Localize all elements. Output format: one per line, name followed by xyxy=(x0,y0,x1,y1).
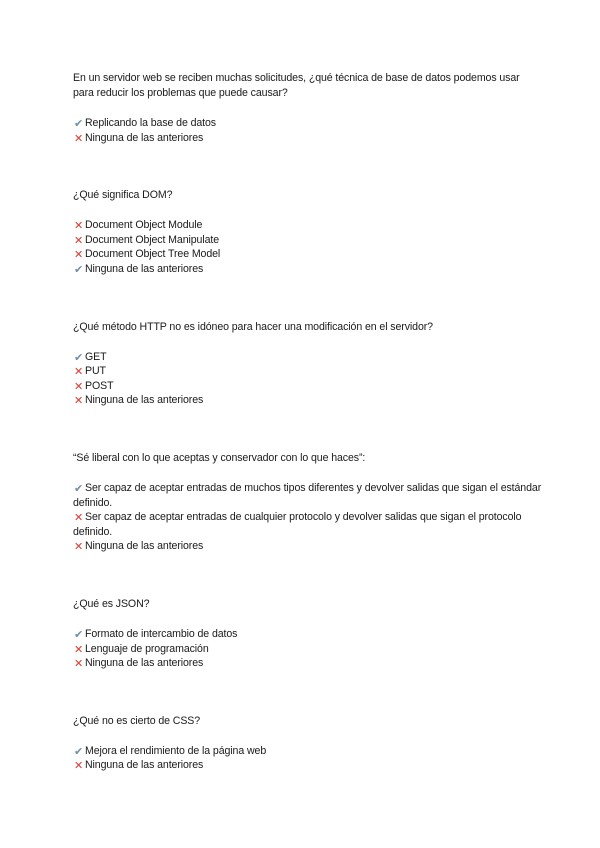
question-block-3 xyxy=(73,320,543,408)
answer-list xyxy=(73,744,543,773)
check-mark-icon: ✔ xyxy=(73,481,84,495)
answer-list xyxy=(73,350,543,408)
check-mark-icon: ✔ xyxy=(73,744,84,758)
answer-option xyxy=(73,642,543,657)
cross-mark-icon: ✕ xyxy=(73,248,84,262)
answer-option xyxy=(73,627,543,642)
answer-text: Ninguna de las anteriores xyxy=(85,759,204,772)
answer-option xyxy=(73,393,543,408)
cross-mark-icon: ✕ xyxy=(73,131,84,145)
answer-list xyxy=(73,116,543,145)
check-mark-icon: ✔ xyxy=(73,117,84,130)
question-text: “Sé liberal con lo que aceptas y conservador con lo que haces”: xyxy=(73,451,366,464)
question-text: ¿Qué es JSON? xyxy=(73,597,150,610)
cross-mark-icon: ✕ xyxy=(73,540,84,554)
answer-text: Document Object Tree Model xyxy=(85,248,221,261)
cross-mark-icon: ✕ xyxy=(73,759,84,773)
answer-option xyxy=(73,510,543,539)
answer-option xyxy=(73,656,543,671)
answer-text: Replicando la base de datos xyxy=(85,117,216,129)
answer-option xyxy=(73,744,543,759)
answer-option xyxy=(73,116,543,131)
answer-option xyxy=(73,218,543,233)
answer-option xyxy=(73,758,543,773)
cross-mark-icon: ✕ xyxy=(73,394,84,408)
cross-mark-icon: ✕ xyxy=(73,379,84,393)
answer-list xyxy=(73,627,543,671)
answer-text: Document Object Module xyxy=(85,219,203,232)
answer-option xyxy=(73,379,543,394)
answer-text: Ser capaz de aceptar entradas de cualquier protocolo y devolver salidas que sigan el protocolo definido. xyxy=(73,511,522,538)
question-text: ¿Qué significa DOM? xyxy=(73,189,173,202)
answer-text: Lenguaje de programación xyxy=(85,642,209,655)
answer-option xyxy=(73,364,543,379)
answer-option xyxy=(73,539,543,554)
answer-text: Ninguna de las anteriores xyxy=(85,657,204,670)
answer-option xyxy=(73,247,543,262)
answer-text: Document Object Manipulate xyxy=(85,233,220,246)
answer-text: Ninguna de las anteriores xyxy=(85,262,204,275)
question-text: ¿Qué método HTTP no es idóneo para hacer una modificación en el servidor? xyxy=(73,320,433,333)
answer-text: Ninguna de las anteriores xyxy=(85,540,204,553)
answer-option xyxy=(73,350,543,365)
quiz-content xyxy=(73,71,543,816)
answer-text: Ninguna de las anteriores xyxy=(85,131,204,144)
answer-text: Formato de intercambio de datos xyxy=(85,627,238,640)
answer-text: Ninguna de las anteriores xyxy=(85,394,204,407)
answer-option xyxy=(73,262,543,277)
question-block-4 xyxy=(73,451,543,554)
check-mark-icon: ✔ xyxy=(73,627,84,641)
answer-text: PUT xyxy=(85,365,106,378)
cross-mark-icon: ✕ xyxy=(73,511,84,525)
question-block-5 xyxy=(73,597,543,671)
answer-option xyxy=(73,131,543,146)
question-block-6 xyxy=(73,714,543,773)
answer-list xyxy=(73,481,543,554)
check-mark-icon: ✔ xyxy=(73,350,84,364)
question-text: ¿Qué no es cierto de CSS? xyxy=(73,714,201,727)
answer-option xyxy=(73,481,543,510)
answer-text: Mejora el rendimiento de la página web xyxy=(85,744,267,757)
answer-text: POST xyxy=(85,379,114,392)
question-block-2 xyxy=(73,188,543,276)
check-mark-icon: ✔ xyxy=(73,262,84,276)
answer-list xyxy=(73,218,543,276)
cross-mark-icon: ✕ xyxy=(73,233,84,247)
cross-mark-icon: ✕ xyxy=(73,219,84,233)
answer-text: GET xyxy=(85,350,107,363)
cross-mark-icon: ✕ xyxy=(73,642,84,656)
answer-text: Ser capaz de aceptar entradas de muchos tipos diferentes y devolver salidas que sigan el estándar definido. xyxy=(73,481,542,509)
cross-mark-icon: ✕ xyxy=(73,657,84,671)
question-text: En un servidor web se reciben muchas solicitudes, ¿qué técnica de base de datos podemos usar para reducir los problemas que puede causar? xyxy=(73,72,520,99)
answer-option xyxy=(73,233,543,248)
question-block-1 xyxy=(73,71,543,145)
cross-mark-icon: ✕ xyxy=(73,365,84,379)
